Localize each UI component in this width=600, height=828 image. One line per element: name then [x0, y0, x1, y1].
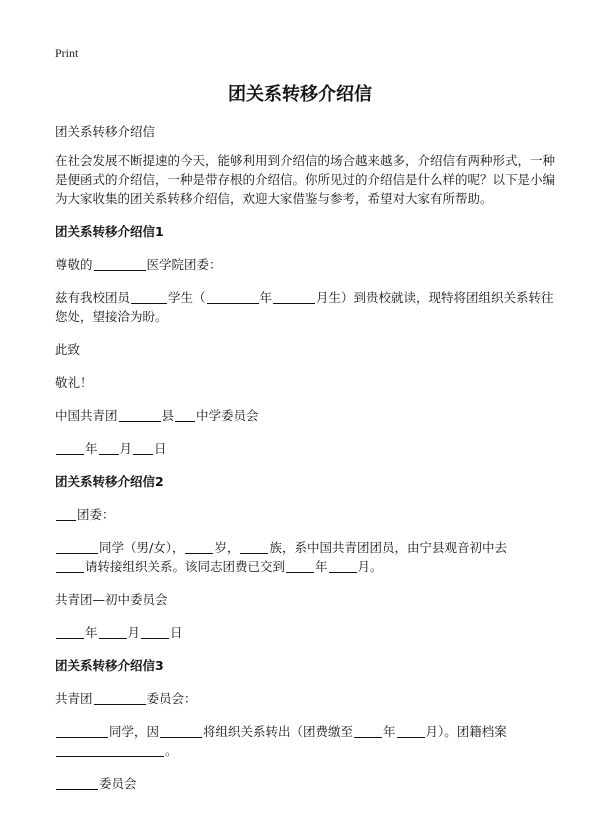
section-1-date: 年 月 日: [55, 439, 560, 458]
fill-blank: [286, 559, 314, 573]
section-1-body: 兹有我校团员 学生（ 年 月生）到贵校就读，现特将团组织关系转往您处，望接洽为盼。: [55, 290, 554, 324]
section-1-salutation: 尊敬的 医学院团委：: [55, 257, 222, 272]
fill-blank: [99, 625, 127, 639]
fill-blank: [56, 724, 108, 738]
section-3-heading: 团关系转移介绍信3: [55, 658, 164, 673]
fill-blank: [119, 408, 161, 422]
fill-blank: [56, 743, 164, 757]
fill-blank: [56, 507, 76, 521]
fill-blank: [329, 559, 357, 573]
fill-blank: [56, 625, 84, 639]
section-3-signature: 委员会: [55, 774, 560, 793]
section-1-signature: 中国共青团 县 中学委员会: [55, 408, 259, 423]
print-link[interactable]: Print: [55, 46, 79, 60]
fill-blank: [94, 691, 146, 705]
fill-blank: [131, 290, 167, 304]
section-2-date: 年 月 日: [55, 623, 560, 642]
fill-blank: [160, 724, 202, 738]
fill-blank: [141, 625, 169, 639]
fill-blank: [56, 559, 84, 573]
section-2-signature: 共青团—初中委员会: [55, 592, 168, 607]
fill-blank: [240, 540, 268, 554]
fill-blank: [397, 724, 425, 738]
document-body: [55, 122, 560, 793]
fill-blank: [185, 540, 213, 554]
section-3-body: 同学，因 将组织关系转出（团费缴至 年 月）。团籍档案 。: [55, 722, 560, 760]
fill-blank: [175, 408, 195, 422]
fill-blank: [56, 776, 98, 790]
fill-blank: [354, 724, 382, 738]
section-2-salutation: 团委：: [55, 505, 560, 524]
fill-blank: [56, 441, 84, 455]
section-2-heading: 团关系转移介绍信2: [55, 474, 164, 489]
section-1-closing-1: 此致: [55, 342, 81, 357]
fill-blank: [273, 290, 315, 304]
subtitle: 团关系转移介绍信: [55, 124, 156, 139]
fill-blank: [99, 441, 119, 455]
intro-paragraph: 在社会发展不断提速的今天，能够利用到介绍信的场合越来越多，介绍信有两种形式，一种是便函式的介绍信，一种是带存根的介绍信。你所见过的介绍信是什么样的呢？以下是小编为大家收集的团关系转移介绍信，欢迎大家借鉴与参考，希望对大家有所帮助。: [55, 153, 556, 206]
fill-blank: [207, 290, 259, 304]
fill-blank: [56, 540, 98, 554]
fill-blank: [94, 257, 146, 271]
section-2-body: 同学（男/女）， 岁， 族，系中国共青团团员，由宁县观音初中去 请转接组织关系。该同志团费已交到 年 月。: [55, 538, 560, 576]
section-1-closing-2: 敬礼！: [55, 375, 93, 390]
page-title: 团关系转移介绍信: [228, 84, 372, 105]
fill-blank: [133, 441, 153, 455]
section-3-salutation: 共青团 委员会：: [55, 691, 197, 706]
section-1-heading: 团关系转移介绍信1: [55, 224, 164, 239]
